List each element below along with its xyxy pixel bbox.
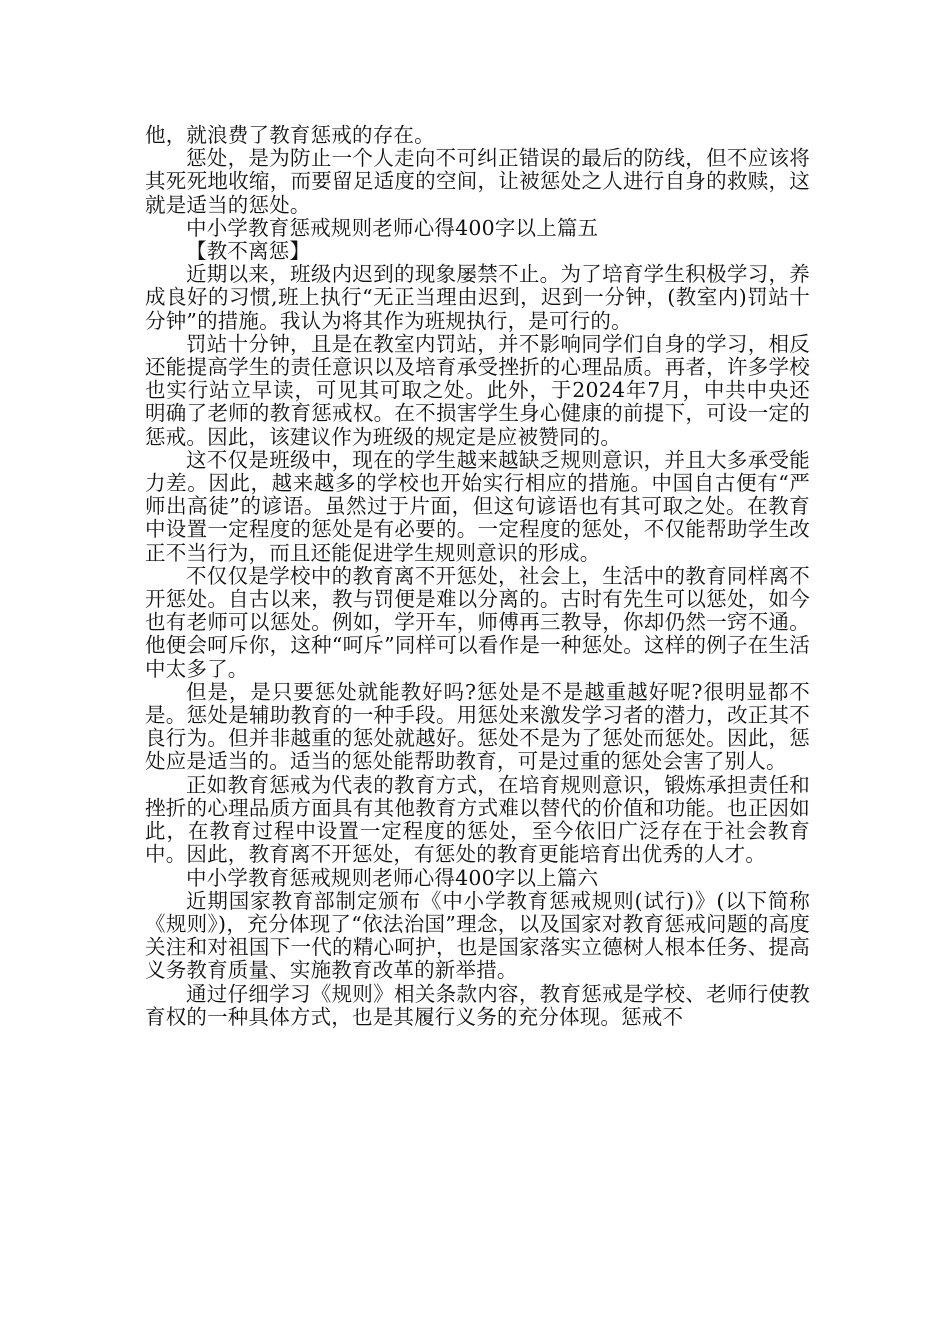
paragraph: 惩处，是为防止一个人走向不可纠正错误的最后的防线，但不应该将其死死地收缩，而要留足适度的空间，让被惩处之人进行自身的救赎，这就是适当的惩处。 <box>145 146 810 217</box>
paragraph: 近期国家教育部制定颁布《中小学教育惩戒规则(试行)》(以下简称《规则》)，充分体现了“依法治国”理念，以及国家对教育惩戒问题的高度关注和对祖国下一代的精心呵护，也是国家落实立德树人根本任务、提高义务教育质量、实施教育改革的新举措。 <box>145 888 810 983</box>
paragraph: 这不仅是班级中，现在的学生越来越缺乏规则意识，并且大多承受能力差。因此，越来越多的学校也开始实行相应的措施。中国自古便有“严师出高徒”的谚语。虽然过于片面，但这句谚语也有其可取之处。在教育中设置一定程度的惩处是有必要的。一定程度的惩处，不仅能帮助学生改正不当行为，而且还能促进学生规则意识的形成。 <box>145 447 810 565</box>
document-body <box>145 124 810 1029</box>
paragraph: 但是，是只要惩处就能教好吗?惩处是不是越重越好呢?很明显都不是。惩处是辅助教育的一种手段。用惩处来激发学习者的潜力，改正其不良行为。但并非越重的惩处就越好。惩处不是为了惩处而惩处。因此，惩处应是适当的。适当的惩处能帮助教育，可是过重的惩处会害了别人。 <box>145 679 810 774</box>
paragraph: 不仅仅是学校中的教育离不开惩处，社会上，生活中的教育同样离不开惩处。自古以来，教与罚便是难以分离的。古时有先生可以惩处，如今也有老师可以惩处。例如，学开车，师傅再三教导，你却仍然一窍不通。他便会呵斥你，这种“呵斥”同样可以看作是一种惩处。这样的例子在生活中太多了。 <box>145 563 810 681</box>
section-heading-part-five: 中小学教育惩戒规则老师心得400字以上篇五 <box>186 215 599 240</box>
section-subtitle: 【教不离惩】 <box>186 239 311 264</box>
paragraph: 正如教育惩戒为代表的教育方式，在培育规则意识，锻炼承担责任和挫折的心理品质方面具有其他教育方式难以替代的价值和功能。也正因如此，在教育过程中设置一定程度的惩处，至今依旧广泛存在于社会教育中。因此，教育离不开惩处，有惩处的教育更能培育出优秀的人才。 <box>145 772 810 867</box>
paragraph: 罚站十分钟，且是在教室内罚站，并不影响同学们自身的学习，相反还能提高学生的责任意识以及培育承受挫折的心理品质。再者，许多学校也实行站立早读，可见其可取之处。此外，于2024年7月，中共中央还明确了老师的教育惩戒权。在不损害学生身心健康的前提下，可设一定的惩戒。因此，该建议作为班级的规定是应被赞同的。 <box>145 331 810 449</box>
paragraph-continuation: 他，就浪费了教育惩戒的存在。 <box>145 123 435 147</box>
paragraph: 近期以来，班级内迟到的现象屡禁不止。为了培育学生积极学习，养成良好的习惯,班上执行“无正当理由迟到，迟到一分钟，(教室内)罚站十分钟”的措施。我认为将其作为班规执行，是可行的。 <box>145 262 810 333</box>
section-heading-part-six: 中小学教育惩戒规则老师心得400字以上篇六 <box>186 865 599 890</box>
paragraph: 通过仔细学习《规则》相关条款内容，教育惩戒是学校、老师行使教育权的一种具体方式，也是其履行义务的充分体现。惩戒不 <box>145 981 810 1029</box>
